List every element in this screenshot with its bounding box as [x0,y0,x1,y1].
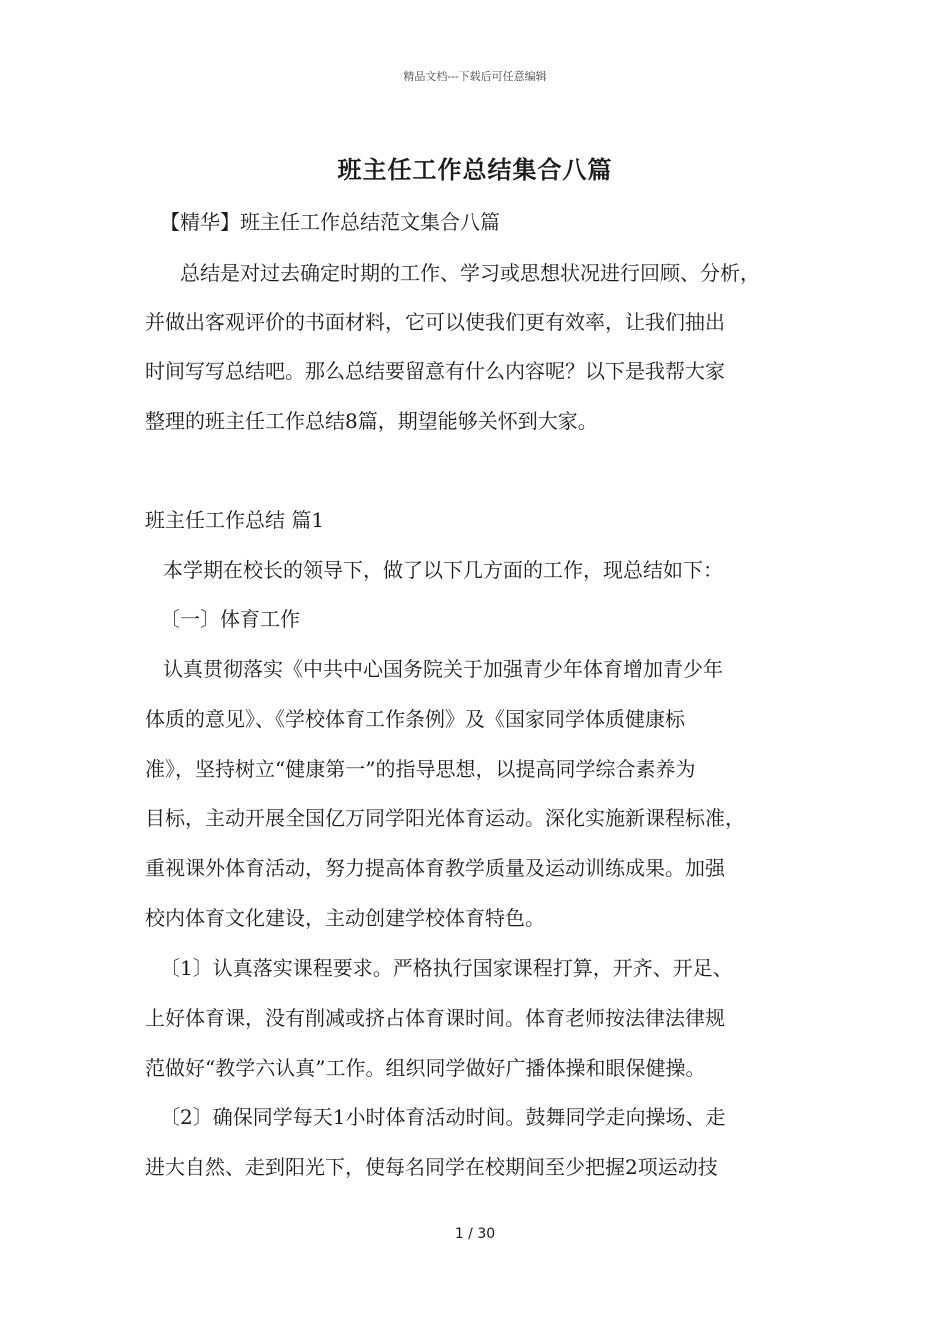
item-heading: 〔一〕体育工作 [160,607,300,631]
section-heading: 班主任工作总结 篇1 [145,508,325,532]
intro-line: 时间写写总结吧。那么总结要留意有什么内容呢？以下是我帮大家 [145,359,725,383]
intro-line: 整理的班主任工作总结8篇，期望能够关怀到大家。 [145,409,598,433]
paragraph-line: 进大自然、走到阳光下，使每名同学在校期间至少把握2项运动技 [145,1155,718,1179]
paragraph-line: 校内体育文化建设，主动创建学校体育特色。 [145,906,545,930]
paragraph-line: 目标，主动开展全国亿万同学阳光体育运动。深化实施新课程标准， [145,806,745,830]
paragraph-line: 〔1〕认真落实课程要求。严格执行国家课程打算，开齐、开足、 [160,956,733,980]
paragraph-line: 准》，坚持树立“健康第一”的指导思想，以提高同学综合素养为 [145,757,696,781]
paragraph-line: 体质的意见》、《学校体育工作条例》及《国家同学体质健康标 [145,707,685,731]
paragraph-line: 认真贯彻落实《中共中心国务院关于加强青少年体育增加青少年 [163,657,723,681]
page-header: 精品文档---下载后可任意编辑 [403,70,547,83]
page-number: 1 / 30 [454,1226,496,1242]
paragraph-line: 重视课外体育活动，努力提高体育教学质量及运动训练成果。加强 [145,856,725,880]
intro-line: 并做出客观评价的书面材料，它可以使我们更有效率，让我们抽出 [145,310,725,334]
paragraph-line: 范做好“教学六认真”工作。组织同学做好广播体操和眼保健操。 [145,1056,706,1080]
document-title: 班主任工作总结集合八篇 [337,155,613,184]
opening-line: 本学期在校长的领导下，做了以下几方面的工作，现总结如下： [163,558,723,582]
paragraph-line: 〔2〕确保同学每天1小时体育活动时间。鼓舞同学走向操场、走 [160,1105,726,1129]
subtitle: 【精华】班主任工作总结范文集合八篇 [160,210,500,234]
intro-line: 总结是对过去确定时期的工作、学习或思想状况进行回顾、分析， [180,261,760,285]
paragraph-line: 上好体育课，没有削减或挤占体育课时间。体育老师按法律法律规 [145,1006,725,1030]
